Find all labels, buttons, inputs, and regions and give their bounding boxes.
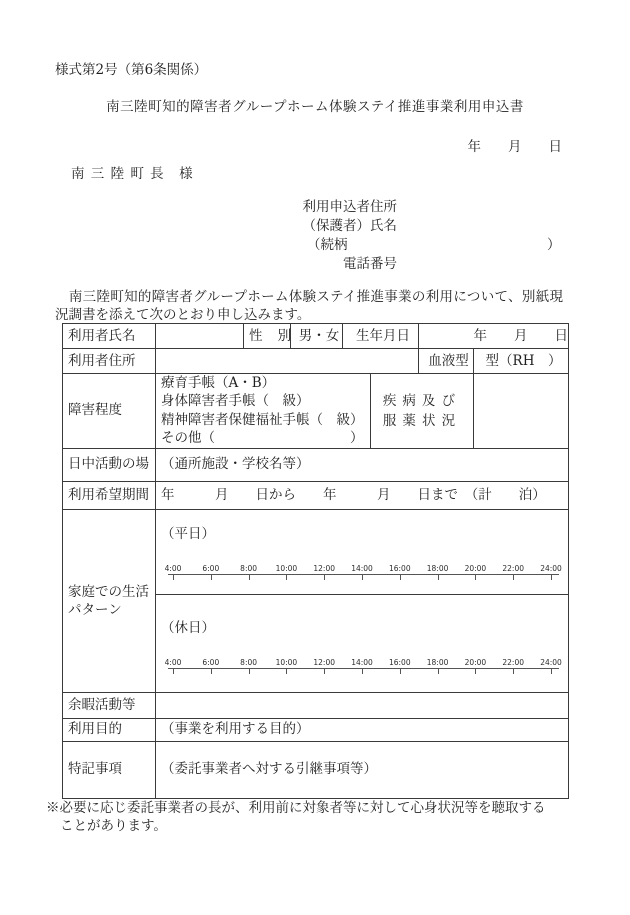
handbook-line-seishin: 精神障害者保健福祉手帳（ 級）: [161, 411, 364, 428]
applicant-guardian-name-label: （保護者）氏名: [302, 218, 397, 234]
applicant-relation-label: [307, 237, 561, 254]
user-address-value-cell: [156, 349, 419, 374]
timeline-hour-label: 12:00: [313, 657, 335, 667]
handbook-line-shintai: 身体障害者手帳（ 級）: [161, 393, 310, 410]
timeline-tick: [400, 575, 401, 580]
timeline-tick: [475, 575, 476, 580]
timeline-tick: [324, 575, 325, 580]
blood-type-label-cell: 血液型: [419, 349, 474, 374]
row-purpose: [63, 718, 569, 741]
disease-label-line1: 疾病及び: [382, 392, 462, 409]
leisure-value-cell: [156, 692, 569, 718]
timeline-tick: [362, 575, 363, 580]
weekday-label: （平日）: [161, 525, 215, 542]
timeline-tick: [286, 575, 287, 580]
timeline-tick: [400, 669, 401, 674]
timeline-hour-label: 6:00: [202, 563, 220, 573]
timeline-hour-label: 22:00: [502, 563, 524, 573]
timeline-hour-label: 8:00: [240, 563, 258, 573]
footer-note-line2: ことがあります。: [60, 817, 167, 834]
life-pattern-label-line2: パターン: [68, 601, 122, 618]
life-pattern-label-line1: 家庭での生活: [68, 583, 149, 600]
notes-label-cell: 特記事項: [63, 741, 156, 798]
timeline-hour-label: 14:00: [351, 657, 373, 667]
timeline-tick: [211, 575, 212, 580]
period-label-cell: 利用希望期間: [63, 481, 156, 509]
disability-handbooks-cell: [156, 374, 371, 449]
timeline-hour-label: 12:00: [313, 563, 335, 573]
timeline-axis: [168, 574, 559, 575]
application-date-line: 年 月 日: [467, 139, 562, 155]
sex-value-cell: 男・女: [291, 324, 343, 349]
timeline-hour-label: 4:00: [164, 657, 182, 667]
form-title: 南三陸町知的障害者グループホーム体験ステイ推進事業利用申込書: [106, 99, 524, 115]
weekday-timeline: [164, 563, 562, 584]
timeline-axis: [168, 668, 559, 669]
purpose-label-cell: 利用目的: [63, 718, 156, 741]
timeline-tick: [286, 669, 287, 674]
relation-open-paren: （続柄: [307, 237, 348, 253]
weekday-pattern-cell: [156, 509, 569, 594]
timeline-tick: [513, 575, 514, 580]
disease-medication-value-cell: [474, 374, 569, 449]
handbook-line-other: その他（ ）: [161, 430, 364, 447]
timeline-tick: [438, 575, 439, 580]
timeline-tick: [173, 575, 174, 580]
timeline-hour-label: 16:00: [388, 657, 411, 667]
row-desired-period: [63, 481, 569, 509]
relation-close-paren: ）: [547, 237, 561, 253]
applicant-phone-label: 電話番号: [343, 256, 397, 272]
form-number: 様式第2号（第6条関係）: [55, 62, 208, 78]
leisure-label-cell: 余暇活動等: [63, 692, 156, 718]
row-disability: [63, 374, 569, 449]
timeline-tick: [475, 669, 476, 674]
user-name-value-cell: [156, 324, 244, 349]
timeline-hour-label: 14:00: [351, 563, 373, 573]
intro-paragraph: 南三陸町知的障害者グループホーム体験ステイ推進事業の利用について、別紙現況調書を添えて次のとおり申し込みます。: [55, 289, 563, 323]
timeline-tick: [513, 669, 514, 674]
row-leisure: [63, 692, 569, 718]
notes-value-cell: （委託事業者へ対する引継事項等）: [156, 741, 569, 798]
timeline-hour-label: 10:00: [275, 657, 298, 667]
timeline-hour-label: 8:00: [240, 657, 258, 667]
timeline-tick: [438, 669, 439, 674]
footer-note-line1: ※必要に応じ委託事業者の長が、利用前に対象者等に対して心身状況等を聴取する: [46, 800, 546, 816]
applicant-address-label: 利用申込者住所: [302, 199, 397, 215]
timeline-hour-label: 18:00: [426, 563, 449, 573]
timeline-tick: [324, 669, 325, 674]
timeline-hour-label: 18:00: [426, 657, 449, 667]
disease-medication-label-cell: [371, 374, 474, 449]
timeline-hour-label: 20:00: [464, 563, 487, 573]
timeline-tick: [211, 669, 212, 674]
period-value-cell: 年 月 日から 年 月 日まで （計 泊）: [156, 481, 569, 509]
birthdate-value-cell: 年 月 日: [419, 324, 569, 349]
user-name-label-cell: 利用者氏名: [63, 324, 156, 349]
footer-note: [46, 800, 591, 835]
row-user-name: [63, 324, 569, 349]
daytime-value-cell: （通所施設・学校名等）: [156, 448, 569, 481]
handbook-line-ryoiku: 療育手帳（A・B）: [161, 375, 276, 391]
row-life-pattern-weekday: [63, 509, 569, 594]
birthdate-label-cell: 生年月日: [343, 324, 419, 349]
purpose-value-cell: （事業を利用する目的）: [156, 718, 569, 741]
timeline-hour-label: 10:00: [275, 563, 298, 573]
life-pattern-label-cell: [63, 509, 156, 692]
blood-type-value-cell: 型（RH ）: [474, 349, 569, 374]
timeline-tick: [551, 669, 552, 674]
timeline-hour-label: 4:00: [164, 563, 182, 573]
timeline-tick: [362, 669, 363, 674]
addressee-mayor: 南 三 陸 町 長 様: [71, 166, 194, 182]
timeline-hour-label: 20:00: [464, 657, 487, 667]
holiday-timeline: [164, 657, 562, 678]
disability-label-cell: 障害程度: [63, 374, 156, 449]
timeline-hour-label: 22:00: [502, 657, 524, 667]
timeline-hour-label: 16:00: [388, 563, 411, 573]
timeline-hour-label: 24:00: [540, 657, 562, 667]
daytime-label-cell: 日中活動の場: [63, 448, 156, 481]
disease-label-line2: 服薬状況: [382, 412, 462, 429]
timeline-tick: [249, 575, 250, 580]
application-form-table: [62, 323, 569, 799]
row-user-address: [63, 349, 569, 374]
user-address-label-cell: 利用者住所: [63, 349, 156, 374]
timeline-tick: [551, 575, 552, 580]
timeline-tick: [249, 669, 250, 674]
sex-label-cell: 性 別: [244, 324, 291, 349]
holiday-pattern-cell: [156, 594, 569, 692]
timeline-tick: [173, 669, 174, 674]
timeline-hour-label: 6:00: [202, 657, 220, 667]
timeline-hour-label: 24:00: [540, 563, 562, 573]
row-special-notes: [63, 741, 569, 798]
holiday-label: （休日）: [161, 619, 215, 636]
row-daytime-activity: [63, 448, 569, 481]
